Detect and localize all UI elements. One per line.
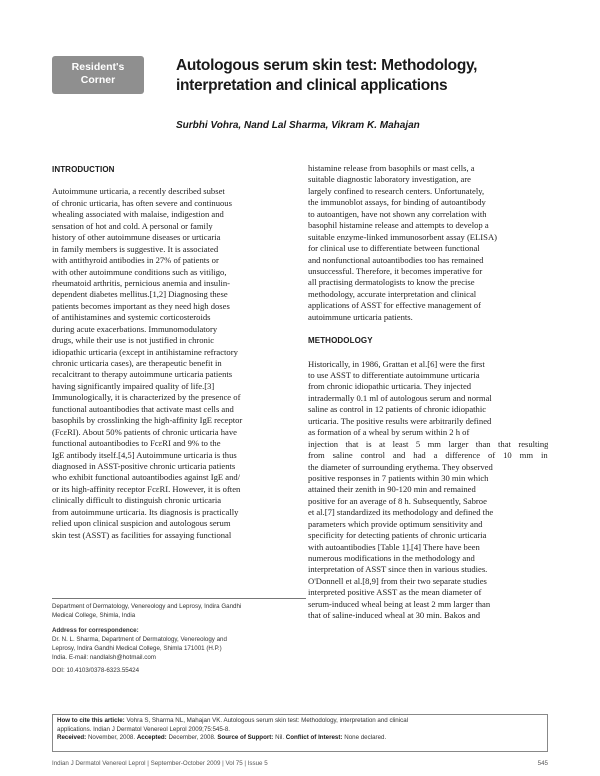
- body-text-line: sensation of hot and cold. A personal or family: [52, 220, 213, 231]
- body-text-line: idiopathic urticaria (except in antihistamine refractory: [52, 346, 238, 357]
- body-text-line: suitable diagnostic laboratory investigation, are: [308, 174, 471, 185]
- journal-info: Indian J Dermatol Venereol Leprol | September-October 2009 | Vol 75 | Issue 5: [52, 760, 268, 767]
- body-text-line: unsuccessful. Therefore, it becomes imperative for: [308, 265, 483, 276]
- body-text-line: to autoantigen, have not shown any correlation with: [308, 208, 487, 219]
- body-text-line: urticaria. The positive results were arbitrarily defined: [308, 415, 492, 426]
- body-text-line: to use ASST to differentiate autoimmune urticaria: [308, 370, 480, 381]
- introduction-body: [52, 186, 306, 541]
- body-text-line: basophil histamine release and attempts to develop a: [308, 220, 489, 231]
- body-text-line: or its high-affinity receptor FcεRI. However, it is often: [52, 483, 241, 494]
- body-text-line: intradermally 0.1 ml of autologous serum and normal: [308, 392, 492, 403]
- doi-line: DOI: 10.4103/0378-6323.55424: [52, 667, 140, 675]
- body-text-line: parameters which provide optimum sensitivity and: [308, 518, 483, 529]
- body-text-line: clinically difficult to distinguish chronic urticaria: [52, 495, 222, 506]
- body-text-line: et al.[7] standardized its methodology and defined the: [308, 507, 494, 518]
- body-text-line: suitable enzyme-linked immunosorbent assay (ELISA): [308, 231, 498, 242]
- body-text-line: attained their zenith in 90-120 min and remained: [308, 484, 476, 495]
- body-text-line: positive for an average of 8 h. Subsequently, Sabroe: [308, 495, 487, 506]
- affiliation-block: [52, 603, 302, 676]
- body-text-line: IgE antibody itself.[4,5] Autoimmune urticaria is thus: [52, 449, 237, 460]
- department-line-1: Department of Dermatology, Venereology and Leprosy, Indira Gandhi: [52, 603, 242, 610]
- received-value: November, 2008.: [87, 734, 136, 742]
- received-label: Received:: [57, 734, 87, 742]
- author-list: Surbhi Vohra, Nand Lal Sharma, Vikram K. Mahajan: [176, 120, 420, 131]
- body-text-line: from saline control and had a difference of 10 mm in: [308, 450, 548, 461]
- body-text-line: with antithyroid antibodies in 27% of patients or: [52, 255, 219, 266]
- badge-line-2: Corner: [80, 74, 116, 86]
- body-text-line: O'Donnell et al.[8,9] from their two separate studies: [308, 575, 487, 586]
- body-text-line: history of other autoimmune diseases or urticaria: [52, 232, 221, 243]
- body-text-line: of chronic urticaria, has often severe and continuous: [52, 197, 232, 208]
- body-text-line: that of saline-induced wheal at 30 min. Bakos and: [308, 610, 481, 621]
- support-label: Source of Support:: [217, 734, 274, 742]
- body-text-line: from chronic idiopathic urticaria. They injected: [308, 381, 472, 392]
- body-text-line: applications of ASST for effective management of: [308, 300, 481, 311]
- body-text-line: injection that is at least 5 mm larger than that resulting: [308, 438, 548, 449]
- methodology-heading: METHODOLOGY: [308, 336, 373, 346]
- correspondence-heading: Address for correspondence:: [52, 627, 139, 635]
- body-text-line: largely confined to research centers. Unfortunately,: [308, 185, 485, 196]
- department-line-2: Medical College, Shimla, India: [52, 611, 136, 619]
- body-text-line: in family members is suggestive. It is associated: [52, 243, 219, 254]
- cite-label: How to cite this article:: [57, 717, 125, 724]
- body-text-line: relied upon clinical suspicion and autologous serum: [52, 518, 231, 529]
- body-text-line: histamine release from basophils or mast cells, a: [308, 163, 475, 173]
- body-text-line: the immunoblot assays, for binding of autoantibody: [308, 197, 486, 208]
- body-text-line: autoimmune urticaria patients.: [308, 311, 413, 322]
- body-text-line: saline as control in 12 patients of chronic idiopathic: [308, 404, 487, 415]
- page-footer: [52, 760, 548, 770]
- body-text-line: positive responses in 7 patients within 30 min which: [308, 472, 489, 483]
- body-text-line: Immunologically, it is characterized by the presence of: [52, 392, 241, 403]
- body-text-line: specificity for detecting patients of chronic urticaria: [308, 530, 487, 541]
- cite-text-1: Vohra S, Sharma NL, Mahajan VK. Autologous serum skin test: Methodology, interpretation and clinical: [126, 717, 409, 724]
- body-text-line: methodology, accurate interpretation and clinical: [308, 288, 477, 299]
- conflict-label: Conflict of Interest:: [285, 734, 343, 742]
- badge-line-1: Resident's: [71, 61, 125, 73]
- body-text-line: having significantly impaired quality of life.[3]: [52, 380, 215, 391]
- body-text-line: patients becomes important as they need high doses: [52, 300, 230, 311]
- accepted-label: Accepted:: [136, 734, 167, 742]
- methodology-body: [308, 359, 548, 622]
- body-text-line: functional autoantibodies to FcεRI and 9% to the: [52, 438, 221, 449]
- body-text-line: rheumatoid arthritis, pernicious anemia and insulin-: [52, 277, 231, 288]
- affiliation-divider: [52, 598, 306, 599]
- body-text-line: and nonfunctional autoantibodies too has remained: [308, 254, 484, 265]
- body-text-line: interpreted positive ASST as the mean diameter of: [308, 587, 482, 598]
- body-text-line: of antihistamines and systemic corticosteroids: [52, 312, 211, 323]
- body-text-line: as formation of a wheal by serum within 2 h of: [308, 427, 470, 438]
- body-text-line: from autoimmune urticaria. Its diagnosis is practically: [52, 506, 239, 517]
- body-text-line: Autoimmune urticaria, a recently described subset: [52, 186, 225, 197]
- body-text-line: functional autoantibodies that activate mast cells and: [52, 403, 234, 414]
- citation-box: [52, 714, 548, 752]
- title-line-2: interpretation and clinical applications: [176, 77, 448, 94]
- body-text-line: serum-induced wheal being at least 2 mm larger than: [308, 598, 491, 609]
- left-column: [52, 164, 306, 541]
- body-text-line: chronic urticaria cases), are therapeutic benefit in: [52, 358, 222, 369]
- support-value: Nil.: [275, 734, 285, 742]
- introduction-continuation: [308, 163, 548, 323]
- body-text-line: numerous modifications in the methodology and: [308, 553, 475, 564]
- body-text-line: with other autoimmune conditions such as vitiligo,: [52, 266, 227, 277]
- body-text-line: diagnosed in ASST-positive chronic urticaria patients: [52, 460, 236, 471]
- body-text-line: drugs, while their use is not justified in chronic: [52, 335, 215, 346]
- resident-corner-badge: [52, 56, 144, 94]
- body-text-line: skin test (ASST) as facilities for assaying functional: [52, 529, 232, 540]
- body-text-line: dependent diabetes mellitus.[1,2] Diagnosing these: [52, 289, 228, 300]
- conflict-value: None declared.: [344, 734, 387, 742]
- body-text-line: with autoantibodies [Table 1].[4] There have been: [308, 541, 480, 552]
- title-line-1: Autologous serum skin test: Methodology,: [176, 57, 478, 74]
- body-text-line: who exhibit functional autoantibodies against IgE and/: [52, 472, 241, 483]
- correspondence-line-3: India. E-mail: nandlalsh@hotmail.com: [52, 653, 156, 661]
- article-title: [176, 56, 506, 96]
- body-text-line: interpretation of ASST since then in various studies.: [308, 564, 488, 575]
- body-text-line: basophils by crosslinking the high-affinity IgE receptor: [52, 415, 243, 426]
- introduction-heading: INTRODUCTION: [52, 165, 115, 174]
- body-text-line: (FcεRI). About 50% patients of chronic urticaria have: [52, 426, 237, 437]
- body-text-line: whealing associated with malaise, indigestion and: [52, 209, 224, 220]
- body-text-line: the diameter of surrounding erythema. They observed: [308, 461, 493, 472]
- right-column: [308, 163, 548, 622]
- accepted-value: December, 2008.: [168, 734, 216, 742]
- body-text-line: for clinical use to differentiate between functional: [308, 243, 480, 254]
- body-text-line: Historically, in 1986, Grattan et al.[6] were the first: [308, 358, 485, 369]
- page-number: 545: [537, 760, 548, 767]
- body-text-line: recalcitrant to therapy autoimmune urticaria patients: [52, 369, 233, 380]
- correspondence-line-1: Dr. N. L. Sharma, Department of Dermatology, Venereology and: [52, 636, 227, 644]
- body-text-line: all practising dermatologists to know the precise: [308, 277, 475, 288]
- body-text-line: during acute exacerbations. Immunomodulatory: [52, 323, 218, 334]
- correspondence-line-2: Leprosy, Indira Gandhi Medical College, Shimla 171001 (H.P.): [52, 644, 222, 652]
- cite-text-2: applications. Indian J Dermatol Venereol Leprol 2009;75:545-8.: [57, 725, 231, 733]
